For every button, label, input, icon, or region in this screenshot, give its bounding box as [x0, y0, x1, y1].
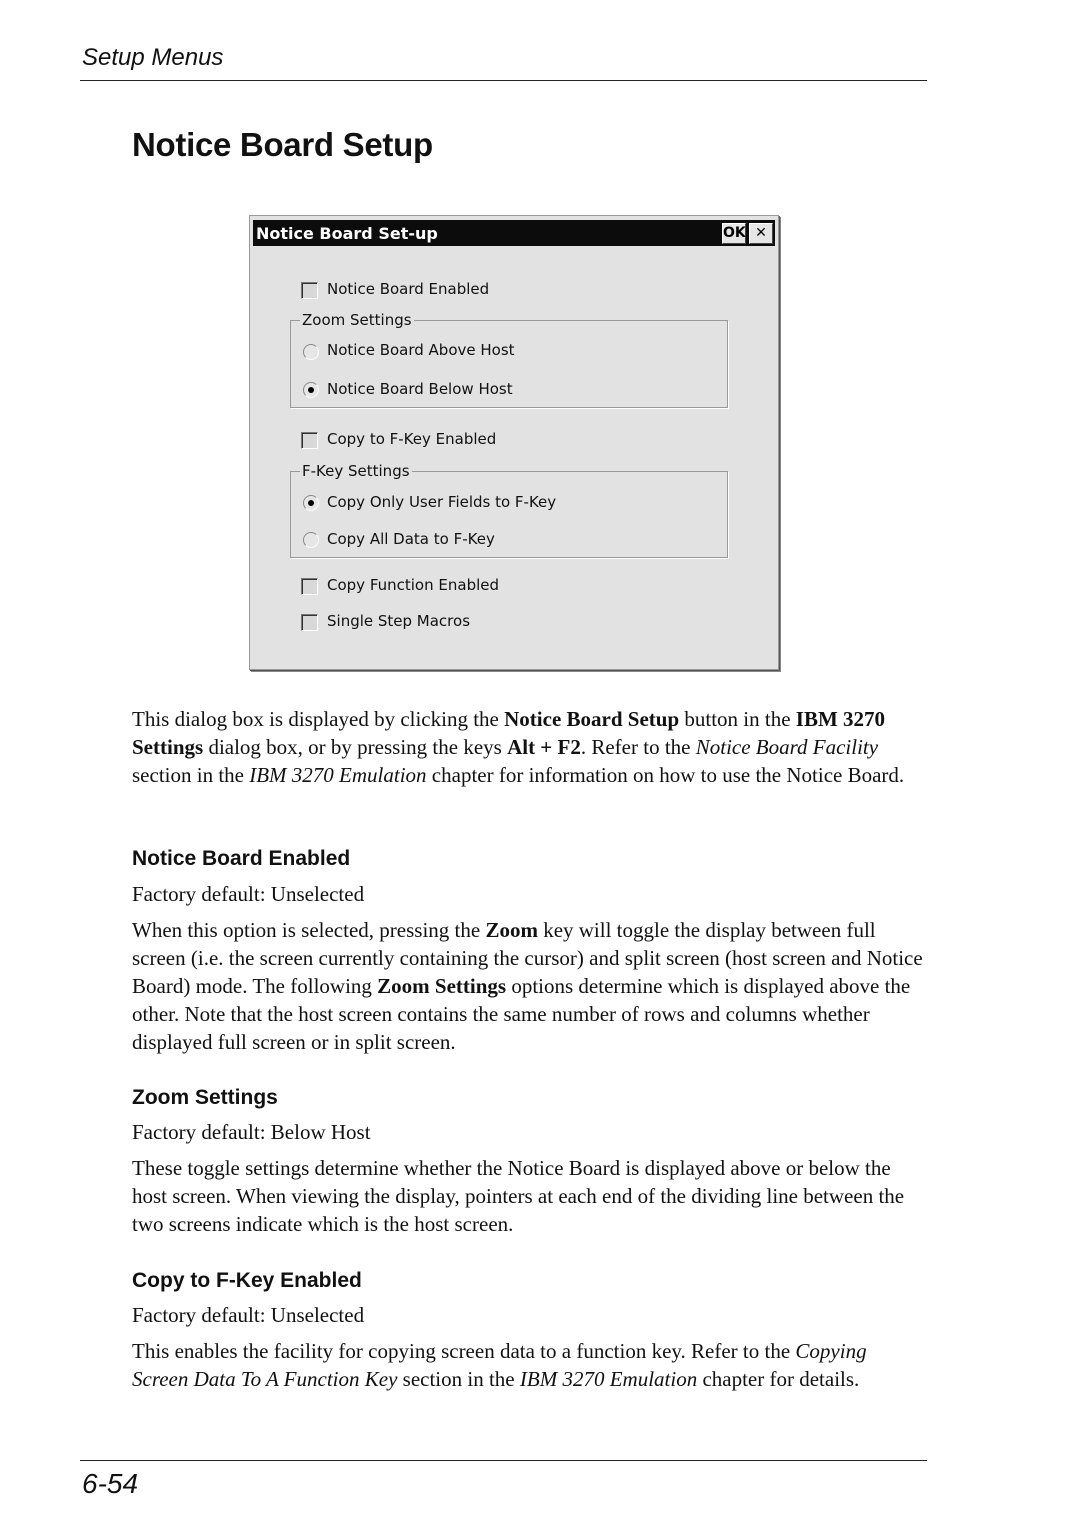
notice-board-setup-dialog	[249, 215, 779, 670]
text-run: These toggle settings determine whether the Notice Board is displayed above or below the host screen. When viewing the display, pointers at each end of the dividing line between the two screens indicate which is the host screen.	[132, 1156, 905, 1236]
footer-rule	[80, 1460, 927, 1461]
radio-below-host[interactable]	[303, 382, 319, 398]
ok-button[interactable]: OK	[722, 223, 746, 244]
text-run: This dialog box is displayed by clicking the	[132, 707, 505, 731]
copy-function-enabled-label[interactable]: Copy Function Enabled	[327, 576, 500, 594]
text-run: options determine which is displayed above the other. Note that the host screen contains the same number of rows and columns whether displayed full screen or in split screen.	[132, 974, 911, 1054]
running-head: Setup Menus	[82, 44, 224, 71]
text-run: This enables the facility for copying screen data to a function key. Refer to the	[132, 1339, 796, 1363]
copy-function-enabled-checkbox[interactable]	[301, 578, 318, 595]
radio-above-host[interactable]	[303, 344, 319, 360]
section-heading: Copy to F-Key Enabled	[132, 1269, 362, 1292]
close-icon[interactable]: ✕	[749, 223, 773, 244]
radio-copy-user-fields[interactable]	[303, 495, 319, 511]
italic-run: IBM 3270 Emulation	[249, 763, 427, 787]
bold-run: Alt + F2	[507, 735, 581, 759]
factory-default: Factory default: Unselected	[132, 882, 365, 906]
radio-copy-all-data[interactable]	[303, 532, 319, 548]
factory-default: Factory default: Below Host	[132, 1120, 371, 1144]
bold-run: Zoom	[485, 918, 538, 942]
notice-board-enabled-label[interactable]: Notice Board Enabled	[327, 280, 490, 298]
text-run: section in the	[397, 1367, 520, 1391]
header-rule	[80, 80, 927, 81]
page-title: Notice Board Setup	[132, 126, 433, 163]
section-body	[132, 1154, 924, 1238]
copy-fkey-enabled-checkbox[interactable]	[301, 432, 318, 449]
fkey-settings-group-label: F-Key Settings	[302, 462, 410, 480]
radio-copy-user-fields-label[interactable]: Copy Only User Fields to F-Key	[327, 493, 557, 511]
bold-run: IBM 3270 Settings	[132, 707, 886, 759]
radio-copy-all-data-label[interactable]: Copy All Data to F-Key	[327, 530, 495, 548]
section-body	[132, 916, 924, 1056]
italic-run: IBM 3270 Emulation	[519, 1367, 698, 1391]
text-run: chapter for information on how to use the Notice Board.	[426, 763, 905, 787]
section-heading: Notice Board Enabled	[132, 847, 351, 870]
italic-run: Copying Screen Data To A Function Key	[132, 1339, 867, 1391]
intro-paragraph	[132, 705, 924, 789]
bold-run: Zoom Settings	[377, 974, 507, 998]
text-run: chapter for details.	[697, 1367, 860, 1391]
text-run: dialog box, or by pressing the keys	[203, 735, 508, 759]
section-heading: Zoom Settings	[132, 1086, 278, 1109]
single-step-macros-checkbox[interactable]	[301, 614, 318, 631]
page-number: 6-54	[82, 1468, 139, 1499]
italic-run: Notice Board Facility	[695, 735, 879, 759]
single-step-macros-label[interactable]: Single Step Macros	[327, 612, 471, 630]
text-run: button in the	[679, 707, 796, 731]
radio-above-host-label[interactable]: Notice Board Above Host	[327, 341, 515, 359]
copy-fkey-enabled-label[interactable]: Copy to F-Key Enabled	[327, 430, 497, 448]
radio-below-host-label[interactable]: Notice Board Below Host	[327, 380, 513, 398]
dialog-title-bar	[253, 220, 775, 246]
factory-default: Factory default: Unselected	[132, 1303, 365, 1327]
text-run: When this option is selected, pressing the	[132, 918, 486, 942]
text-run: key will toggle the display between full screen (i.e. the screen currently containing the cursor) and split screen (host screen and Notice Board) mode. The following	[132, 918, 923, 998]
zoom-settings-group-label: Zoom Settings	[302, 311, 412, 329]
notice-board-enabled-checkbox[interactable]	[301, 282, 318, 299]
bold-run: Notice Board Setup	[504, 707, 680, 731]
text-run: section in the	[132, 763, 250, 787]
dialog-title: Notice Board Set-up	[256, 224, 438, 243]
section-body	[132, 1337, 924, 1393]
text-run: . Refer to the	[580, 735, 696, 759]
